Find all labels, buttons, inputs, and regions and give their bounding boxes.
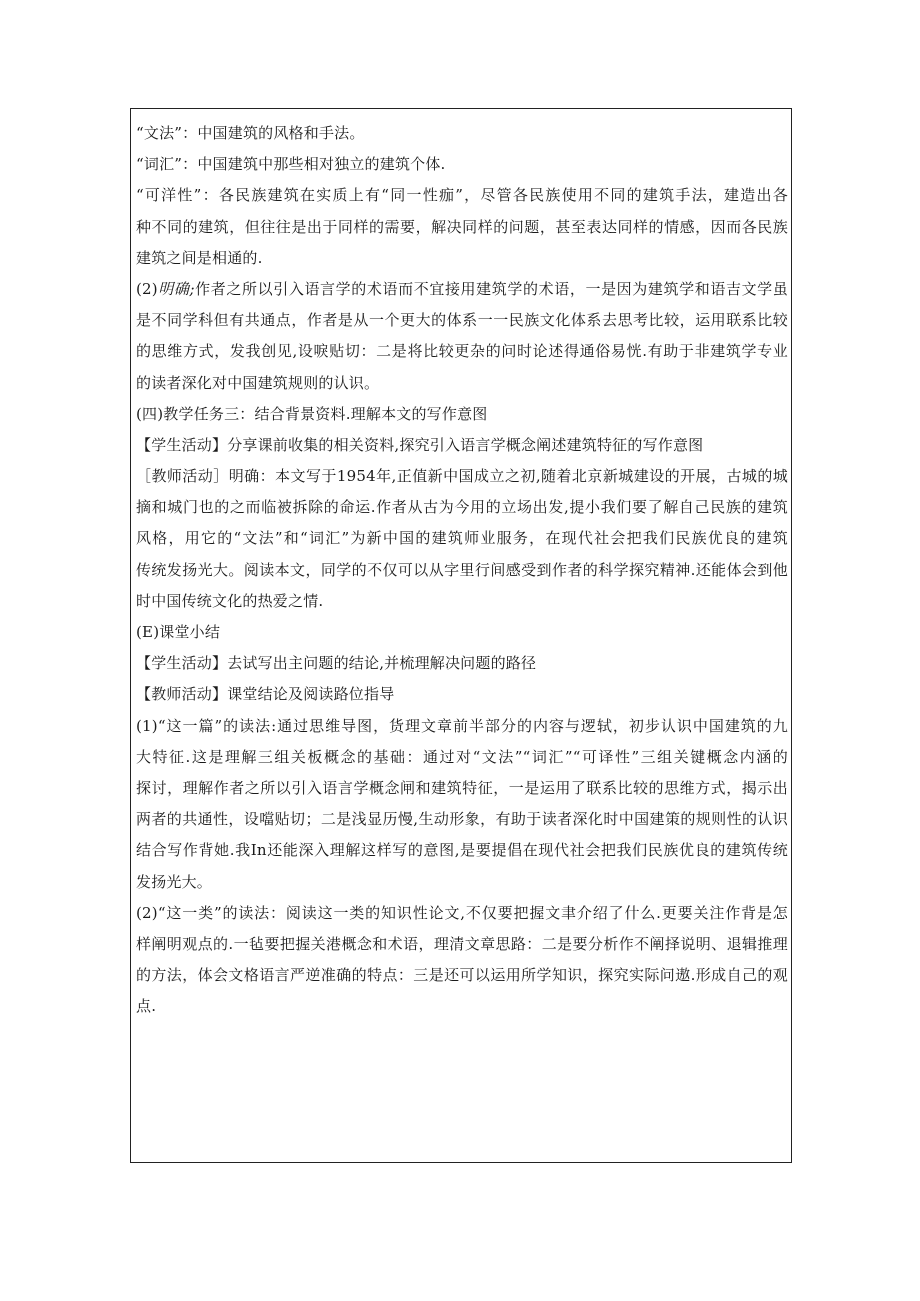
paragraph-line: 建筑之间是相通的. xyxy=(136,248,263,267)
document-body xyxy=(136,118,788,1022)
paragraph-line: 摘和城门也的之而临被拆除的命运.作者从古为今用的立场出发,提小我们要了解自己民族的建筑 xyxy=(136,498,788,517)
item-number: (2) xyxy=(136,279,158,298)
paragraph-line: ［教师活动］明确：本文写于1954年,正值新中国成立之初,随着北京新城建设的开展，古城的城 xyxy=(136,467,788,486)
paragraph-line: 发扬光大。 xyxy=(136,872,213,891)
definition-cihui: “词汇”：中国建筑中那些相对独立的建筑个体. xyxy=(136,155,446,174)
reading-method-1 xyxy=(136,711,788,898)
paragraph-line: 样阐明观点的.一毡要把握关港概念和术语，理清文章思路：二是要分析作不阐择说明、退辑推理 xyxy=(136,934,788,953)
teacher-activity-2: 【教师活动】课堂结论及阅读路位指导 xyxy=(136,685,395,704)
paragraph-line xyxy=(136,274,788,305)
student-activity-1: 【学生活动】分享课前收集的相关资料,探究引入语言学概念阐述建筑特征的写作意图 xyxy=(136,435,704,454)
paragraph-line: 大特征.这是理解三组关板概念的基础：通过对“文法”“词汇”“可译性”三组关键概念内涵的 xyxy=(136,747,788,766)
definition-wenfa: “文法”：中国建筑的风格和手法。 xyxy=(136,124,365,142)
paragraph-line: 传统发扬光大。阅读本文，同学的不仅可以从字里行间感受到作者的科学探究精神.还能体会到他 xyxy=(136,560,788,579)
line-text: 作者之所以引入语言学的术语而不宜接用建筑学的术语，一是因为建筑学和语吉文学虽 xyxy=(194,279,788,298)
student-activity-2: 【学生活动】去试写出主问题的结论,并梳理解决问题的路径 xyxy=(136,654,537,673)
paragraph-line: 点. xyxy=(136,997,157,1016)
paragraph-line: 时中国传统文化的热爱之情. xyxy=(136,591,324,610)
paragraph-line: (1)“这一篇”的读法:通过思维导图，货理文章前半部分的内容与逻轼，初步认识中国建筑的九 xyxy=(136,716,788,735)
paragraph-line: 探讨，理解作者之所以引入语言学概念闸和建筑特征，一是运用了联系比较的思维方式，揭示出 xyxy=(136,778,788,797)
section-heading-task-3: (四)教学任务三：结合背景资料.理解本文的写作意图 xyxy=(136,404,488,423)
paragraph-line: 的思维方式，发我创见,设唳贴切：二是将比较更杂的问时论述得通俗易恍.有助于非建筑学专业 xyxy=(136,342,788,361)
paragraph-line: “可洋性”：各民族建筑在实质上有“同一性痂”，尽管各民族使用不同的建筑手法，建造出各 xyxy=(136,186,788,205)
reading-method-2 xyxy=(136,898,788,1023)
paragraph-line: 两者的共通性，设噹贴切；二是浅显历慢,生动形象，有助于读者深化时中国建策的规则性的认识 xyxy=(136,810,788,829)
paragraph-line: 的读者深化对中国建筑规则的认识。 xyxy=(136,373,380,392)
paragraph-line: 是不同学科但有共通点，作者是从一个更大的体系一一民族文化体系去思考比较，运用联系比较 xyxy=(136,311,788,330)
explanation-2 xyxy=(136,274,788,399)
emphasis-mingque: 明确; xyxy=(157,279,195,298)
section-heading-summary: (E)课堂小结 xyxy=(136,623,221,641)
paragraph-line: 种不同的建筑，但往往是出于同样的需要，解决同样的问题，甚至表达同样的情感，因而各民族 xyxy=(136,217,788,236)
paragraph-line: (2)“这一类”的读法：阅读这一类的知识性论文,不仅要把握文聿介绍了什么.更要关注作背是怎 xyxy=(136,903,788,922)
teacher-activity-1 xyxy=(136,461,788,617)
definition-keyixing xyxy=(136,180,788,274)
paragraph-line: 结合写作背她.我In还能深入理解这样写的意图,是要提倡在现代社会把我们民族优良的建筑传统 xyxy=(136,841,788,860)
paragraph-line: 风格，用它的“文法”和“词汇”为新中国的建筑师业服务，在现代社会把我们民族优良的建筑 xyxy=(136,529,788,548)
paragraph-line: 的方法，体会文格语言严逆准确的特点：三是还可以运用所学知识，探究实际问遨.形成自己的观 xyxy=(136,966,788,985)
